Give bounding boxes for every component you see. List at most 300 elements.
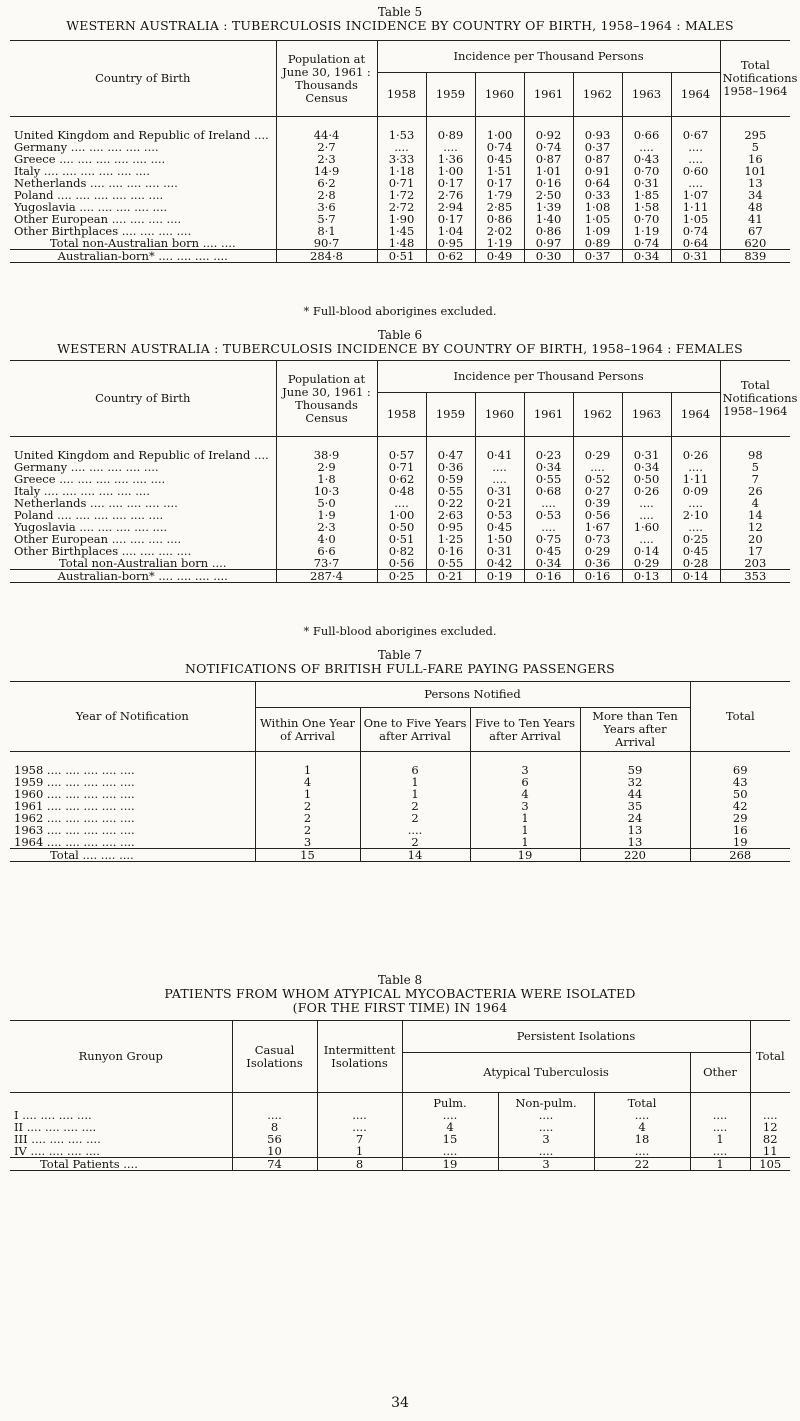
table8-subtitle: (FOR THE FIRST TIME) IN 1964 <box>292 1000 508 1015</box>
total-cell: 101 <box>720 165 790 177</box>
incidence-cell: 2·02 <box>475 225 524 237</box>
country-cell: Australian-born* .... .... .... .... <box>10 570 276 583</box>
incidence-cell: 0·29 <box>573 449 622 461</box>
incidence-cell: .... <box>622 497 671 509</box>
population-cell: 73·7 <box>276 557 377 570</box>
incidence-cell: 0·64 <box>573 177 622 189</box>
incidence-cell: 0·86 <box>475 213 524 225</box>
incidence-cell: 1·07 <box>671 189 720 201</box>
incidence-cell: 0·51 <box>377 250 426 263</box>
table6-caption <box>0 328 800 356</box>
incidence-cell: .... <box>671 177 720 189</box>
table5-year-1960: 1960 <box>475 73 524 117</box>
year-cell: 1962 .... .... .... .... .... <box>14 811 135 825</box>
total-cell: 42 <box>690 800 790 812</box>
incidence-cell: 1·48 <box>377 237 426 250</box>
table7-header-within-one-year: Within One Year of Arrival <box>255 708 360 752</box>
incidence-cell: 0·87 <box>524 153 573 165</box>
tot-cell: 4 <box>594 1121 690 1133</box>
table5-year-1962: 1962 <box>573 73 622 117</box>
table6-year-1963: 1963 <box>622 393 671 437</box>
persons-cell: 59 <box>580 764 690 776</box>
incidence-cell: 0·34 <box>524 557 573 570</box>
incidence-cell: 1·36 <box>426 153 475 165</box>
total-cell: 34 <box>720 189 790 201</box>
incidence-cell: .... <box>475 473 524 485</box>
other-cell: .... <box>690 1109 750 1121</box>
incidence-cell: 0·26 <box>622 485 671 497</box>
country-cell: Total non-Australian born .... <box>59 556 227 570</box>
intermittent-cell: 8 <box>317 1158 402 1171</box>
country-cell: Other Birthplaces .... .... .... .... <box>14 544 192 558</box>
incidence-cell: 1·25 <box>426 533 475 545</box>
incidence-cell: 1·67 <box>573 521 622 533</box>
incidence-cell: 0·43 <box>622 153 671 165</box>
table6 <box>10 360 798 583</box>
persons-cell: 2 <box>360 800 470 812</box>
total-cell: 620 <box>720 237 790 250</box>
incidence-cell: 1·18 <box>377 165 426 177</box>
incidence-cell: 0·21 <box>475 497 524 509</box>
population-cell: 2·3 <box>276 153 377 165</box>
year-cell: 1959 .... .... .... .... .... <box>14 775 135 789</box>
population-cell: 2·3 <box>276 521 377 533</box>
table8-header-group: Runyon Group <box>10 1021 232 1093</box>
incidence-cell: .... <box>377 141 426 153</box>
persons-cell: 1 <box>360 776 470 788</box>
incidence-cell: 0·67 <box>671 129 720 141</box>
total-cell: 353 <box>720 570 790 583</box>
persons-cell: 4 <box>255 776 360 788</box>
incidence-cell: 0·22 <box>426 497 475 509</box>
persons-cell: 24 <box>580 812 690 824</box>
incidence-cell: 1·45 <box>377 225 426 237</box>
table5-number: Table 5 <box>377 5 423 19</box>
incidence-cell: 0·29 <box>573 545 622 557</box>
table7-header-persons: Persons Notified <box>255 682 690 708</box>
table7-header-five-to-ten: Five to Ten Years after Arrival <box>470 708 580 752</box>
table8-header-other: Other <box>690 1053 750 1093</box>
total-cell: 69 <box>690 764 790 776</box>
population-cell: 5·0 <box>276 497 377 509</box>
australian-born-row <box>10 570 790 583</box>
persons-cell: 2 <box>360 836 470 849</box>
incidence-cell: 0·73 <box>573 533 622 545</box>
incidence-cell: 0·16 <box>524 570 573 583</box>
incidence-cell: 0·52 <box>573 473 622 485</box>
intermittent-cell: 1 <box>317 1145 402 1158</box>
incidence-cell: 0·51 <box>377 533 426 545</box>
other-cell: 1 <box>690 1133 750 1145</box>
incidence-cell: 0·27 <box>573 485 622 497</box>
other-cell: .... <box>690 1145 750 1158</box>
incidence-cell: 0·62 <box>426 250 475 263</box>
total-cell: 16 <box>720 153 790 165</box>
incidence-cell: .... <box>426 141 475 153</box>
table5 <box>10 40 798 263</box>
incidence-cell: .... <box>622 533 671 545</box>
year-cell: 1964 .... .... .... .... .... <box>14 835 135 849</box>
country-cell: Italy .... .... .... .... .... .... <box>14 484 150 498</box>
table5-caption <box>0 5 800 33</box>
incidence-cell: 0·92 <box>524 129 573 141</box>
population-cell: 5·7 <box>276 213 377 225</box>
persons-cell: 15 <box>255 849 360 862</box>
incidence-cell: 0·25 <box>671 533 720 545</box>
persons-cell: 19 <box>470 849 580 862</box>
incidence-cell: 0·31 <box>475 485 524 497</box>
country-cell: Other European .... .... .... .... <box>14 212 182 226</box>
total-non-australian-row <box>10 237 790 250</box>
incidence-cell: 1·79 <box>475 189 524 201</box>
incidence-cell: 1·09 <box>573 225 622 237</box>
incidence-cell: 0·70 <box>622 165 671 177</box>
table7-header-total: Total <box>690 682 790 752</box>
incidence-cell: 1·53 <box>377 129 426 141</box>
incidence-cell: 0·19 <box>475 570 524 583</box>
incidence-cell: 0·28 <box>671 557 720 570</box>
incidence-cell: 0·31 <box>475 545 524 557</box>
table6-year-1962: 1962 <box>573 393 622 437</box>
incidence-cell: .... <box>475 461 524 473</box>
incidence-cell: 3·33 <box>377 153 426 165</box>
table6-header-incidence: Incidence per Thousand Persons <box>377 361 720 393</box>
incidence-cell: 0·30 <box>524 250 573 263</box>
table5-year-1959: 1959 <box>426 73 475 117</box>
incidence-cell: 1·50 <box>475 533 524 545</box>
persons-cell: 1 <box>255 764 360 776</box>
incidence-cell: 0·47 <box>426 449 475 461</box>
total-cell: 48 <box>720 201 790 213</box>
table6-year-1960: 1960 <box>475 393 524 437</box>
incidence-cell: 0·45 <box>524 545 573 557</box>
incidence-cell: 2·50 <box>524 189 573 201</box>
country-cell: Yugoslavia .... .... .... .... .... <box>14 520 168 534</box>
incidence-cell: 1·40 <box>524 213 573 225</box>
population-cell: 3·6 <box>276 201 377 213</box>
total-cell: 12 <box>720 521 790 533</box>
incidence-cell: 0·39 <box>573 497 622 509</box>
nonpulm-cell: .... <box>498 1109 594 1121</box>
table5-footnote: * Full-blood aborigines excluded. <box>303 304 497 318</box>
table6-footnote: * Full-blood aborigines excluded. <box>303 624 497 638</box>
incidence-cell: .... <box>573 461 622 473</box>
table-row <box>10 1121 790 1133</box>
total-cell: 11 <box>750 1145 790 1158</box>
incidence-cell: 0·41 <box>475 449 524 461</box>
incidence-cell: 0·49 <box>475 250 524 263</box>
table5-title: WESTERN AUSTRALIA : TUBERCULOSIS INCIDENCE BY COUNTRY OF BIRTH, 1958–1964 : MALES <box>66 18 734 33</box>
persons-cell: 2 <box>255 812 360 824</box>
table-row <box>10 1133 790 1145</box>
table5-year-1958: 1958 <box>377 73 426 117</box>
incidence-cell: 1·11 <box>671 473 720 485</box>
incidence-cell: .... <box>671 461 720 473</box>
incidence-cell: 0·60 <box>671 165 720 177</box>
incidence-cell: 0·74 <box>622 237 671 250</box>
incidence-cell: 1·00 <box>426 165 475 177</box>
total-cell: 16 <box>690 824 790 836</box>
table5-header-incidence: Incidence per Thousand Persons <box>377 41 720 73</box>
nonpulm-cell: .... <box>498 1121 594 1133</box>
incidence-cell: 0·55 <box>524 473 573 485</box>
table6-year-1961: 1961 <box>524 393 573 437</box>
total-row <box>10 849 790 862</box>
incidence-cell: 1·85 <box>622 189 671 201</box>
total-cell: 26 <box>720 485 790 497</box>
group-cell: II .... .... .... .... <box>14 1120 97 1134</box>
incidence-cell: 0·21 <box>426 570 475 583</box>
total-cell: 5 <box>720 461 790 473</box>
country-cell: Italy .... .... .... .... .... .... <box>14 164 150 178</box>
other-cell: 1 <box>690 1158 750 1171</box>
incidence-cell: 0·82 <box>377 545 426 557</box>
incidence-cell: 1·00 <box>377 509 426 521</box>
incidence-cell: 0·42 <box>475 557 524 570</box>
incidence-cell: 0·87 <box>573 153 622 165</box>
total-cell: 14 <box>720 509 790 521</box>
table8-header-total: Total <box>750 1021 790 1093</box>
persons-cell: 13 <box>580 824 690 836</box>
incidence-cell: 0·74 <box>524 141 573 153</box>
incidence-cell: 0·16 <box>573 570 622 583</box>
intermittent-cell: .... <box>317 1109 402 1121</box>
other-cell: .... <box>690 1121 750 1133</box>
incidence-cell: 0·34 <box>622 250 671 263</box>
country-cell: United Kingdom and Republic of Ireland .... <box>14 128 269 142</box>
table6-year-1958: 1958 <box>377 393 426 437</box>
country-cell: Netherlands .... .... .... .... .... <box>14 176 178 190</box>
table6-header-total: Total Notifications 1958–1964 <box>720 361 790 437</box>
total-cell: 295 <box>720 129 790 141</box>
table6-year-1959: 1959 <box>426 393 475 437</box>
total-cell: 98 <box>720 449 790 461</box>
table8-number: Table 8 <box>377 973 423 987</box>
tot-cell: 22 <box>594 1158 690 1171</box>
population-cell: 287·4 <box>276 570 377 583</box>
incidence-cell: 0·93 <box>573 129 622 141</box>
persons-cell: 2 <box>360 812 470 824</box>
incidence-cell: 0·71 <box>377 461 426 473</box>
total-cell: 17 <box>720 545 790 557</box>
total-cell: 41 <box>720 213 790 225</box>
table7-header-more-than-ten: More than Ten Years after Arrival <box>580 708 690 752</box>
incidence-cell: 1·90 <box>377 213 426 225</box>
incidence-cell: 1·60 <box>622 521 671 533</box>
incidence-cell: 0·66 <box>622 129 671 141</box>
table-row <box>10 836 790 849</box>
total-cell: .... <box>750 1109 790 1121</box>
casual-cell: 56 <box>232 1133 317 1145</box>
incidence-cell: .... <box>524 521 573 533</box>
total-row <box>10 1158 790 1171</box>
table5-header-population: Population at June 30, 1961 : Thousands Census <box>276 41 377 117</box>
country-cell: Australian-born* .... .... .... .... <box>10 250 276 263</box>
persons-cell: 44 <box>580 788 690 800</box>
country-cell: Netherlands .... .... .... .... .... <box>14 496 178 510</box>
incidence-cell: 1·51 <box>475 165 524 177</box>
incidence-cell: .... <box>671 141 720 153</box>
population-cell: 44·4 <box>276 129 377 141</box>
table7-header-one-to-five: One to Five Years after Arrival <box>360 708 470 752</box>
incidence-cell: 0·37 <box>573 250 622 263</box>
country-cell: Other European .... .... .... .... <box>14 532 182 546</box>
persons-cell: 1 <box>470 836 580 849</box>
incidence-cell: 1·05 <box>573 213 622 225</box>
incidence-cell: 0·68 <box>524 485 573 497</box>
incidence-cell: 0·55 <box>426 557 475 570</box>
incidence-cell: 1·00 <box>475 129 524 141</box>
total-cell: 5 <box>720 141 790 153</box>
total-cell: 82 <box>750 1133 790 1145</box>
persons-cell: 1 <box>360 788 470 800</box>
table5-year-1964: 1964 <box>671 73 720 117</box>
population-cell: 90·7 <box>276 237 377 250</box>
total-cell: 7 <box>720 473 790 485</box>
persons-cell: 1 <box>255 788 360 800</box>
country-cell: United Kingdom and Republic of Ireland .... <box>14 448 269 462</box>
table-row <box>10 1109 790 1121</box>
incidence-cell: 0·45 <box>475 153 524 165</box>
table6-header-country: Country of Birth <box>10 361 276 437</box>
table8-header-casual: Casual Isolations <box>232 1021 317 1093</box>
population-cell: 14·9 <box>276 165 377 177</box>
incidence-cell: 0·48 <box>377 485 426 497</box>
population-cell: 4·0 <box>276 533 377 545</box>
incidence-cell: 0·09 <box>671 485 720 497</box>
incidence-cell: 0·25 <box>377 570 426 583</box>
incidence-cell: 0·70 <box>622 213 671 225</box>
persons-cell: 13 <box>580 836 690 849</box>
pulm-cell: 15 <box>402 1133 498 1145</box>
incidence-cell: 0·26 <box>671 449 720 461</box>
incidence-cell: 1·08 <box>573 201 622 213</box>
group-cell: I .... .... .... .... <box>14 1108 92 1122</box>
pulm-cell: 19 <box>402 1158 498 1171</box>
table-row <box>10 1145 790 1158</box>
persons-cell: 2 <box>255 800 360 812</box>
total-cell: 839 <box>720 250 790 263</box>
total-cell: 19 <box>690 836 790 849</box>
incidence-cell: 0·91 <box>573 165 622 177</box>
intermittent-cell: .... <box>317 1121 402 1133</box>
incidence-cell: .... <box>524 497 573 509</box>
incidence-cell: 1·72 <box>377 189 426 201</box>
total-non-australian-row <box>10 557 790 570</box>
subheader-cell: Total <box>594 1093 690 1110</box>
tot-cell: .... <box>594 1109 690 1121</box>
persons-cell: 1 <box>470 824 580 836</box>
casual-cell: 74 <box>232 1158 317 1171</box>
casual-cell: .... <box>232 1109 317 1121</box>
incidence-cell: 0·33 <box>573 189 622 201</box>
incidence-cell: 1·11 <box>671 201 720 213</box>
incidence-cell: 0·34 <box>622 461 671 473</box>
persons-cell: 3 <box>255 836 360 849</box>
total-cell: 20 <box>720 533 790 545</box>
country-cell: Poland .... .... .... .... .... .... <box>14 508 164 522</box>
country-cell: Poland .... .... .... .... .... .... <box>14 188 164 202</box>
incidence-cell: 0·57 <box>377 449 426 461</box>
incidence-cell: 0·34 <box>524 461 573 473</box>
year-cell: 1958 .... .... .... .... .... <box>14 763 135 777</box>
incidence-cell: 1·04 <box>426 225 475 237</box>
incidence-cell: 0·16 <box>426 545 475 557</box>
year-cell: 1961 .... .... .... .... .... <box>14 799 135 813</box>
total-cell: 12 <box>750 1121 790 1133</box>
country-cell: Greece .... .... .... .... .... .... <box>14 472 166 486</box>
nonpulm-cell: 3 <box>498 1158 594 1171</box>
incidence-cell: 0·74 <box>475 141 524 153</box>
incidence-cell: 0·50 <box>377 521 426 533</box>
country-cell: Yugoslavia .... .... .... .... .... <box>14 200 168 214</box>
table5-header-total: Total Notifications 1958–1964 <box>720 41 790 117</box>
incidence-cell: 2·94 <box>426 201 475 213</box>
table7-caption <box>0 648 800 676</box>
incidence-cell: 1·58 <box>622 201 671 213</box>
incidence-cell: 0·17 <box>475 177 524 189</box>
incidence-cell: 0·13 <box>622 570 671 583</box>
incidence-cell: 0·31 <box>671 250 720 263</box>
incidence-cell: 0·62 <box>377 473 426 485</box>
group-cell: III .... .... .... .... <box>14 1132 101 1146</box>
incidence-cell: 0·75 <box>524 533 573 545</box>
table7 <box>10 681 790 862</box>
incidence-cell: 1·19 <box>622 225 671 237</box>
incidence-cell: 0·16 <box>524 177 573 189</box>
incidence-cell: 0·95 <box>426 521 475 533</box>
incidence-cell: 0·53 <box>475 509 524 521</box>
intermittent-cell: 7 <box>317 1133 402 1145</box>
incidence-cell: 0·86 <box>524 225 573 237</box>
tot-cell: 18 <box>594 1133 690 1145</box>
nonpulm-cell: .... <box>498 1145 594 1158</box>
persons-cell: 14 <box>360 849 470 862</box>
incidence-cell: 0·89 <box>426 129 475 141</box>
incidence-cell: .... <box>622 141 671 153</box>
year-cell: Total .... .... .... <box>10 849 255 862</box>
persons-cell: 6 <box>470 776 580 788</box>
population-cell: 2·9 <box>276 461 377 473</box>
incidence-cell: 1·05 <box>671 213 720 225</box>
table8-header-atypical: Atypical Tuberculosis <box>402 1053 690 1093</box>
incidence-cell: 0·95 <box>426 237 475 250</box>
incidence-cell: 0·31 <box>622 449 671 461</box>
incidence-cell: 0·97 <box>524 237 573 250</box>
group-cell: Total Patients .... <box>10 1158 232 1171</box>
incidence-cell: 2·63 <box>426 509 475 521</box>
incidence-cell: 0·17 <box>426 213 475 225</box>
table8-header-persistent: Persistent Isolations <box>402 1021 750 1053</box>
incidence-cell: 0·23 <box>524 449 573 461</box>
incidence-cell: 0·14 <box>622 545 671 557</box>
incidence-cell: 0·14 <box>671 570 720 583</box>
persons-cell: 3 <box>470 800 580 812</box>
incidence-cell: .... <box>671 497 720 509</box>
persons-cell: 32 <box>580 776 690 788</box>
total-cell: 50 <box>690 788 790 800</box>
table7-header-year: Year of Notification <box>10 682 255 752</box>
population-cell: 6·2 <box>276 177 377 189</box>
population-cell: 38·9 <box>276 449 377 461</box>
incidence-cell: .... <box>622 509 671 521</box>
incidence-cell: 1·01 <box>524 165 573 177</box>
total-cell: 105 <box>750 1158 790 1171</box>
persons-cell: 2 <box>255 824 360 836</box>
persons-cell: 220 <box>580 849 690 862</box>
pulm-cell: .... <box>402 1109 498 1121</box>
nonpulm-cell: 3 <box>498 1133 594 1145</box>
